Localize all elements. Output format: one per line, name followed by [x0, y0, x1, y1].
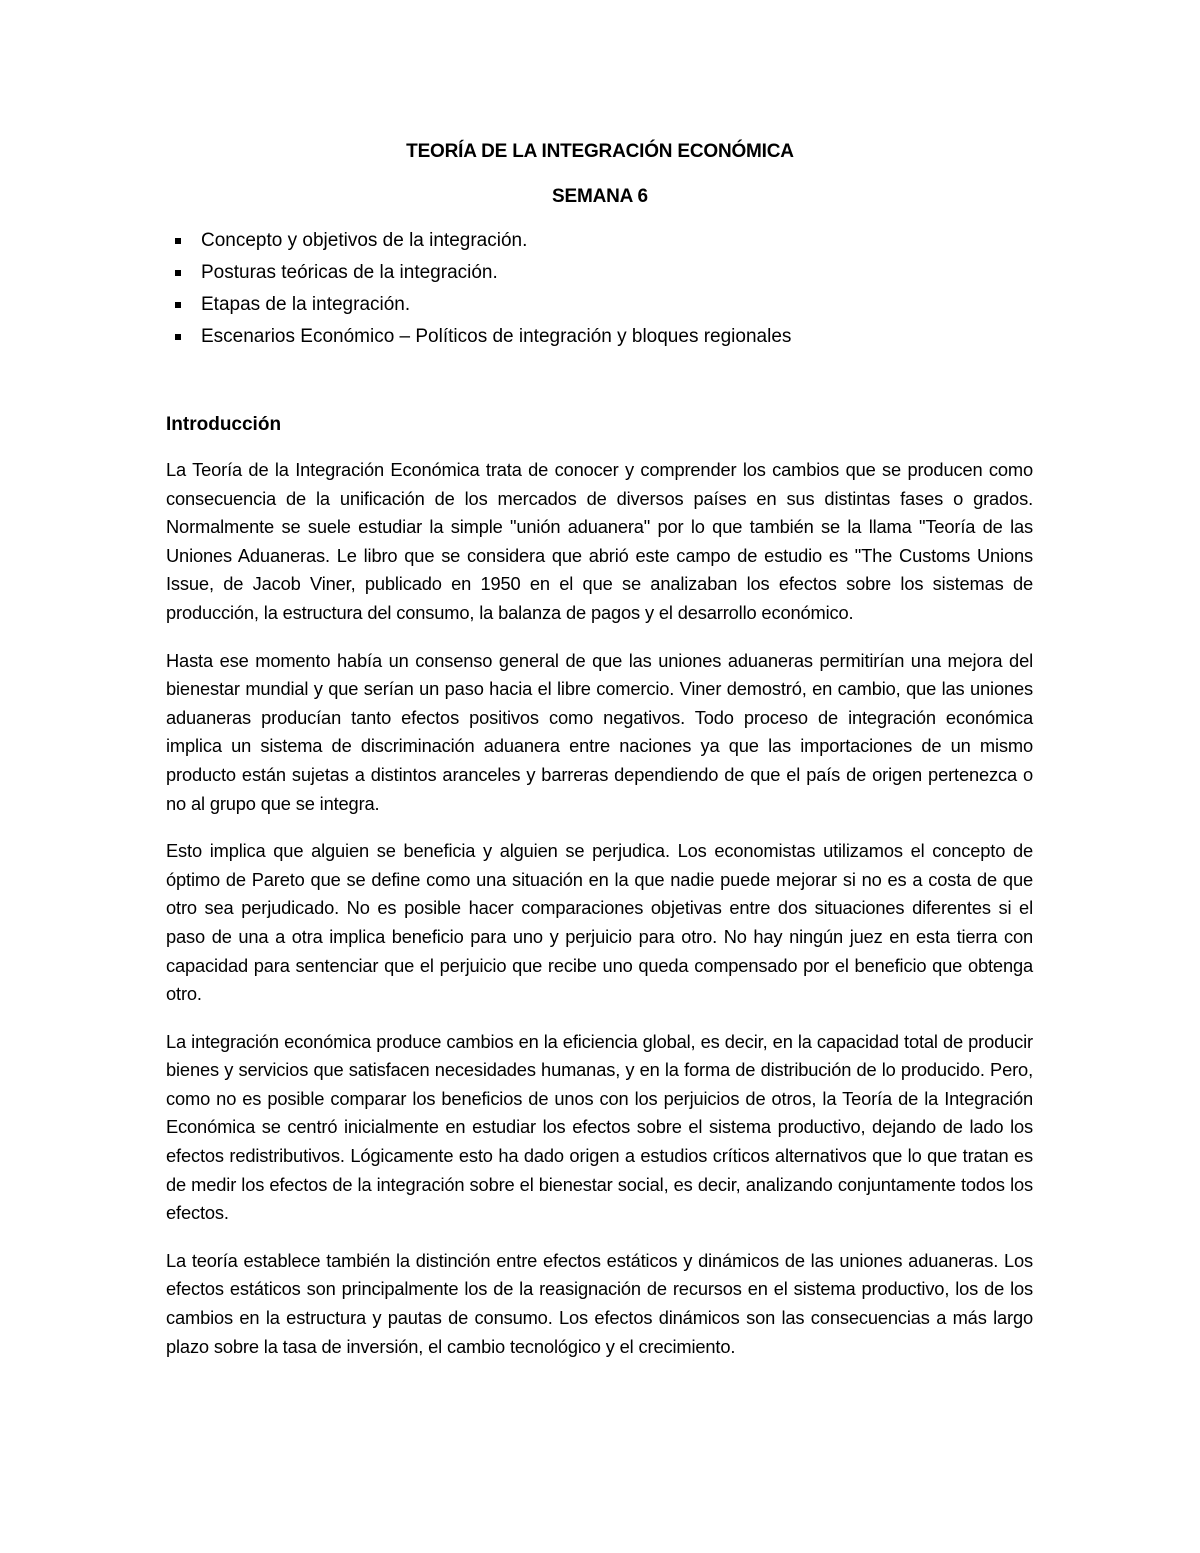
square-bullet-icon	[175, 302, 181, 308]
square-bullet-icon	[175, 238, 181, 244]
square-bullet-icon	[175, 334, 181, 340]
paragraph: La integración económica produce cambios en la eficiencia global, es decir, en la capacidad total de producir bienes y servicios que satisfacen necesidades humanas, y en la forma de distribución de lo producido. Pero, como no es posible comparar los beneficios de unos con los perjuicios de otros, la Teoría de la Integración Económica se centró inicialmente en estudiar los efectos sobre el sistema productivo, dejando de lado los efectos redistributivos. Lógicamente esto ha dado origen a estudios críticos alternativos que lo que tratan es de medir los efectos de la integración sobre el bienestar social, es decir, analizando conjuntamente todos los efectos.	[166, 1030, 1033, 1224]
paragraph: La teoría establece también la distinción entre efectos estáticos y dinámicos de las uniones aduaneras. Los efectos estáticos son principalmente los de la reasignación de recursos en el sistema productivo, los de los cambios en la estructura y pautas de consumo. Los efectos dinámicos son las consecuencias a más largo plazo sobre la tasa de inversión, el cambio tecnológico y el crecimiento.	[166, 1249, 1033, 1357]
body-text	[166, 456, 1033, 1380]
paragraph: Esto implica que alguien se beneficia y alguien se perjudica. Los economistas utilizamos el concepto de óptimo de Pareto que se define como una situación en la que nadie puede mejorar si no es a costa de que otro sea perjudicado. No es posible hacer comparaciones objetivas entre dos situaciones diferentes si el paso de una a otra implica beneficio para uno y perjuicio para otro. No hay ningún juez en esta tierra con capacidad para sentenciar que el perjuicio que recibe uno queda compensado por el beneficio que obtenga otro.	[166, 840, 1033, 1005]
document-title: TEORÍA DE LA INTEGRACIÓN ECONÓMICA	[406, 141, 794, 162]
list-item	[172, 261, 791, 293]
document-subtitle: SEMANA 6	[552, 186, 648, 207]
topic-text: Escenarios Económico – Políticos de integración y bloques regionales	[201, 326, 792, 347]
section-heading: Introducción	[166, 414, 282, 435]
square-bullet-icon	[175, 270, 181, 276]
topic-list	[172, 229, 791, 357]
topic-text: Etapas de la integración.	[201, 294, 411, 315]
list-item	[172, 229, 791, 261]
topic-text: Posturas teóricas de la integración.	[201, 262, 498, 283]
list-item	[172, 325, 791, 357]
paragraph: La Teoría de la Integración Económica trata de conocer y comprender los cambios que se producen como consecuencia de la unificación de los mercados de diversos países en sus distintas fases o grados. Normalmente se suele estudiar la simple "unión aduanera" por lo que también se la llama "Teoría de las Uniones Aduaneras. Le libro que se considera que abrió este campo de estudio es "The Customs Unions Issue, de Jacob Viner, publicado en 1950 en el que se analizaban los efectos sobre los sistemas de producción, la estructura del consumo, la balanza de pagos y el desarrollo económico.	[166, 459, 1033, 623]
list-item	[172, 293, 791, 325]
paragraph: Hasta ese momento había un consenso general de que las uniones aduaneras permitirían una mejora del bienestar mundial y que serían un paso hacia el libre comercio. Viner demostró, en cambio, que las uniones aduaneras producían tanto efectos positivos como negativos. Todo proceso de integración económica implica un sistema de discriminación aduanera entre naciones ya que las importaciones de un mismo producto están sujetas a distintos aranceles y barreras dependiendo de que el país de origen pertenezca o no al grupo que se integra.	[166, 649, 1033, 814]
topic-text: Concepto y objetivos de la integración.	[201, 230, 528, 251]
